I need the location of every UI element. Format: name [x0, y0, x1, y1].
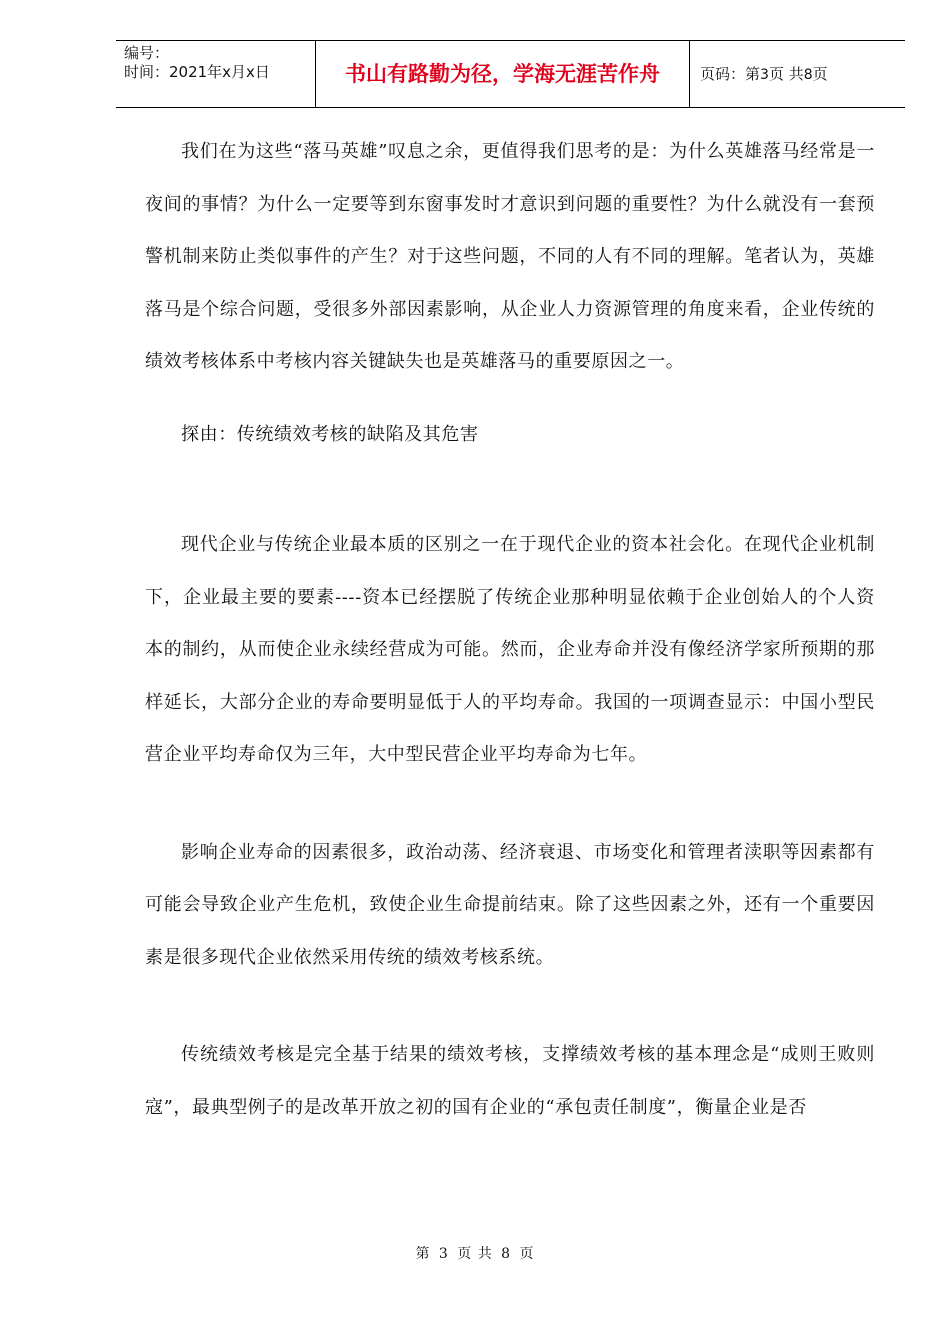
paragraph-4: 传统绩效考核是完全基于结果的绩效考核，支撑绩效考核的基本理念是“成则王败则寇”，最典型例子的是改革开放之初的国有企业的“承包责任制度”，衡量企业是否: [145, 1044, 875, 1118]
page-mid: 页 共: [768, 65, 804, 83]
code-label: 编号：: [124, 44, 170, 62]
section-heading: 探由：传统绩效考核的缺陷及其危害: [181, 423, 479, 445]
page-number: 3: [760, 67, 769, 83]
footer-suffix: 页: [519, 1246, 535, 1262]
paragraph-3: 影响企业寿命的因素很多，政治动荡、经济衰退、市场变化和管理者渎职等因素都有可能会导致企业产生危机，致使企业生命提前结束。除了这些因素之外，还有一个重要因素是很多现代企业依然采用传统的绩效考核系统。: [145, 841, 875, 968]
page-prefix: 页码：第: [700, 65, 761, 83]
footer-page-total: 8: [501, 1246, 512, 1262]
footer-mid: 页 共: [457, 1246, 493, 1262]
header-page-info: [690, 41, 905, 107]
header-motto: 书山有路勤为径，学海无涯苦作舟: [316, 41, 690, 107]
footer-prefix: 第: [415, 1246, 431, 1262]
paragraph-2: 现代企业与传统企业最本质的区别之一在于现代企业的资本社会化。在现代企业机制下，企业最主要的要素----资本已经摆脱了传统企业那种明显依赖于企业创始人的个人资本的制约，从而使企业永续经营成为可能。然而，企业寿命并没有像经济学家所预期的那样延长，大部分企业的寿命要明显低于人的平均寿命。我国的一项调查显示：中国小型民营企业平均寿命仅为三年，大中型民营企业平均寿命为七年。: [145, 534, 875, 765]
footer-page-number: 3: [438, 1246, 449, 1262]
page-suffix: 页: [812, 65, 828, 83]
header-meta-cell: [116, 41, 316, 107]
page-footer: [0, 1243, 950, 1263]
paragraph-1: 我们在为这些“落马英雄”叹息之余，更值得我们思考的是：为什么英雄落马经常是一夜间的事情？为什么一定要等到东窗事发时才意识到问题的重要性？为什么就没有一套预警机制来防止类似事件的产生？对于这些问题，不同的人有不同的理解。笔者认为，英雄落马是个综合问题，受很多外部因素影响，从企业人力资源管理的角度来看，企业传统的绩效考核体系中考核内容关键缺失也是英雄落马的重要原因之一。: [145, 141, 875, 372]
page-header: [116, 40, 905, 108]
time-label: 时间：2021年x月x日: [124, 63, 270, 81]
document-body: [145, 126, 875, 1134]
page-total: 8: [803, 67, 813, 83]
